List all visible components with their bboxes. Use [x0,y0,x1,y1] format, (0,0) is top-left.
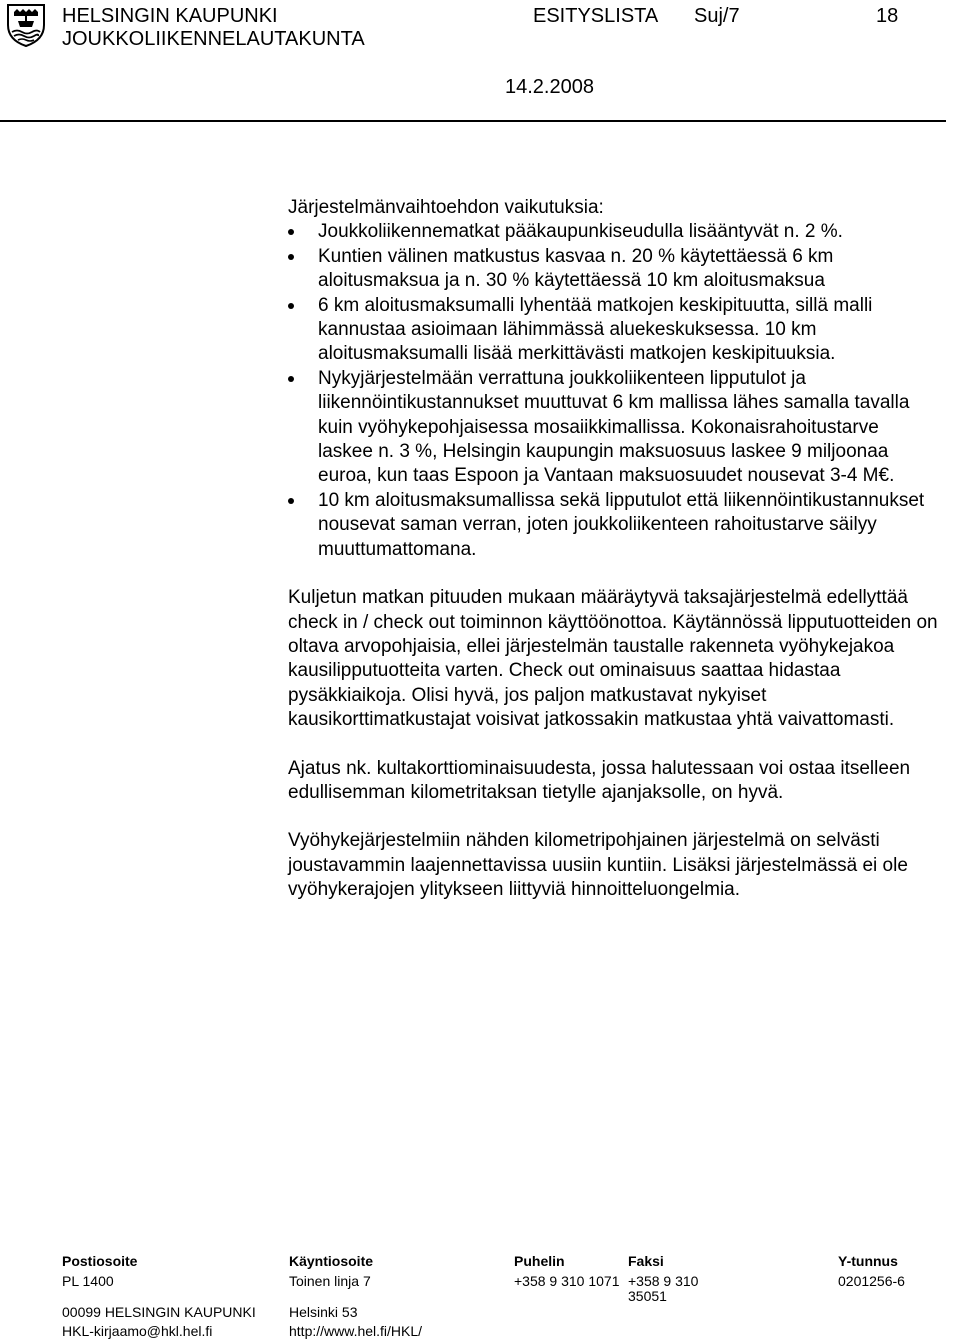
email-link[interactable]: HKL-kirjaamo@hkl.hel.fi [62,1323,213,1339]
fax-number-continued: 35051 [628,1288,667,1304]
postal-address-label: Postiosoite [62,1253,138,1269]
visiting-city-line: Helsinki 53 [289,1304,358,1320]
page-number: 18 [876,5,899,27]
organization-name: HELSINGIN KAUPUNKI [62,5,278,27]
fax-number: +358 9 310 [628,1273,699,1289]
bullet-item [288,294,938,367]
document-body [288,196,938,903]
bullet-item [288,220,938,244]
bullet-text: 10 km aloitusmaksumallissa sekä lipputulot että liikennöintikustannukset nousevat saman verran, joten joukkoliikenteen rahoitustarve säilyy muuttumattomana. [318,489,925,560]
bullet-item [288,367,938,489]
visiting-address-line: Toinen linja 7 [289,1273,371,1289]
document-type: ESITYSLISTA [533,5,659,27]
bullet-item [288,245,938,294]
bullet-icon [288,498,294,504]
body-paragraph: Vyöhykejärjestelmiin nähden kilometripohjainen järjestelmä on selvästi joustavammin laajennettavissa uusiin kuntiin. Lisäksi järjestelmässä ei ole vyöhykerajojen ylitykseen liittyviä hinnoitteluongelmia. [288,830,908,901]
document-reference: Suj/7 [694,5,740,27]
department-name: JOUKKOLIIKENNELAUTAKUNTA [62,28,365,50]
header-divider [0,120,946,122]
body-paragraph: Ajatus nk. kultakorttiominaisuudesta, jossa halutessaan voi ostaa itselleen edullisemman kilometritaksan tietylle ajanjaksolle, on hyvä. [288,757,911,803]
impact-bullet-list [288,220,938,562]
postal-city-line: 00099 HELSINGIN KAUPUNKI [62,1304,256,1320]
business-id-value: 0201256-6 [838,1273,905,1289]
body-paragraph: Kuljetun matkan pituuden mukaan määräytyvä taksajärjestelmä edellyttää check in / check out toiminnon käyttöönottoa. Käytännössä lipputuotteiden on oltava arvopohjaisia, ellei järjestelmän taustalle rakenneta vyöhykejakoa kausilipputuotteita varten. Check out ominaisuus saattaa hidastaa pysäkkiaikoja. Olisi hyvä, jos paljon matkustavat nykyiset kausikorttimatkustajat voisivat jatkossakin matkustaa yhtä vaivattomasti. [288,587,938,731]
document-date: 14.2.2008 [505,76,594,98]
bullet-icon [288,229,294,235]
bullet-icon [288,254,294,260]
bullet-item [288,489,938,562]
visiting-address-label: Käyntiosoite [289,1253,374,1269]
helsinki-crest-logo [5,3,47,47]
bullet-text: Joukkoliikennematkat pääkaupunkiseudulla lisääntyvät n. 2 %. [318,221,843,243]
postal-address-line: PL 1400 [62,1273,114,1289]
phone-number: +358 9 310 1071 [514,1273,620,1289]
fax-label: Faksi [628,1253,664,1269]
business-id-label: Y-tunnus [838,1253,898,1269]
bullet-text: Nykyjärjestelmään verrattuna joukkoliikenteen lipputulot ja liikennöintikustannukset muuttuvat 6 km mallissa lähes samalla tavalla kuin vyöhykepohjaisessa mosaiikkimallissa. Kokonaisrahoitustarve laskee n. 3 %, Helsingin kaupungin maksuosuus laskee 9 miljoonaa euroa, kun taas Espoon ja Vantaan maksuosuudet nousevat 3-4 M€. [318,367,910,487]
bullet-icon [288,376,294,382]
phone-label: Puhelin [514,1253,565,1269]
section-heading: Järjestelmänvaihtoehdon vaikutuksia: [288,197,604,218]
bullet-icon [288,303,294,309]
bullet-text: 6 km aloitusmaksumalli lyhentää matkojen keskipituutta, sillä malli kannustaa asioimaan lähimmässä aluekeskuksessa. 10 km aloitusmaksumalli lisää merkittävästi matkojen keskipituuksia. [318,294,873,365]
website-link[interactable]: http://www.hel.fi/HKL/ [289,1323,423,1339]
bullet-text: Kuntien välinen matkustus kasvaa n. 20 % käytettäessä 6 km aloitusmaksua ja n. 30 % käytettäessä 10 km aloitusmaksua [318,245,834,292]
